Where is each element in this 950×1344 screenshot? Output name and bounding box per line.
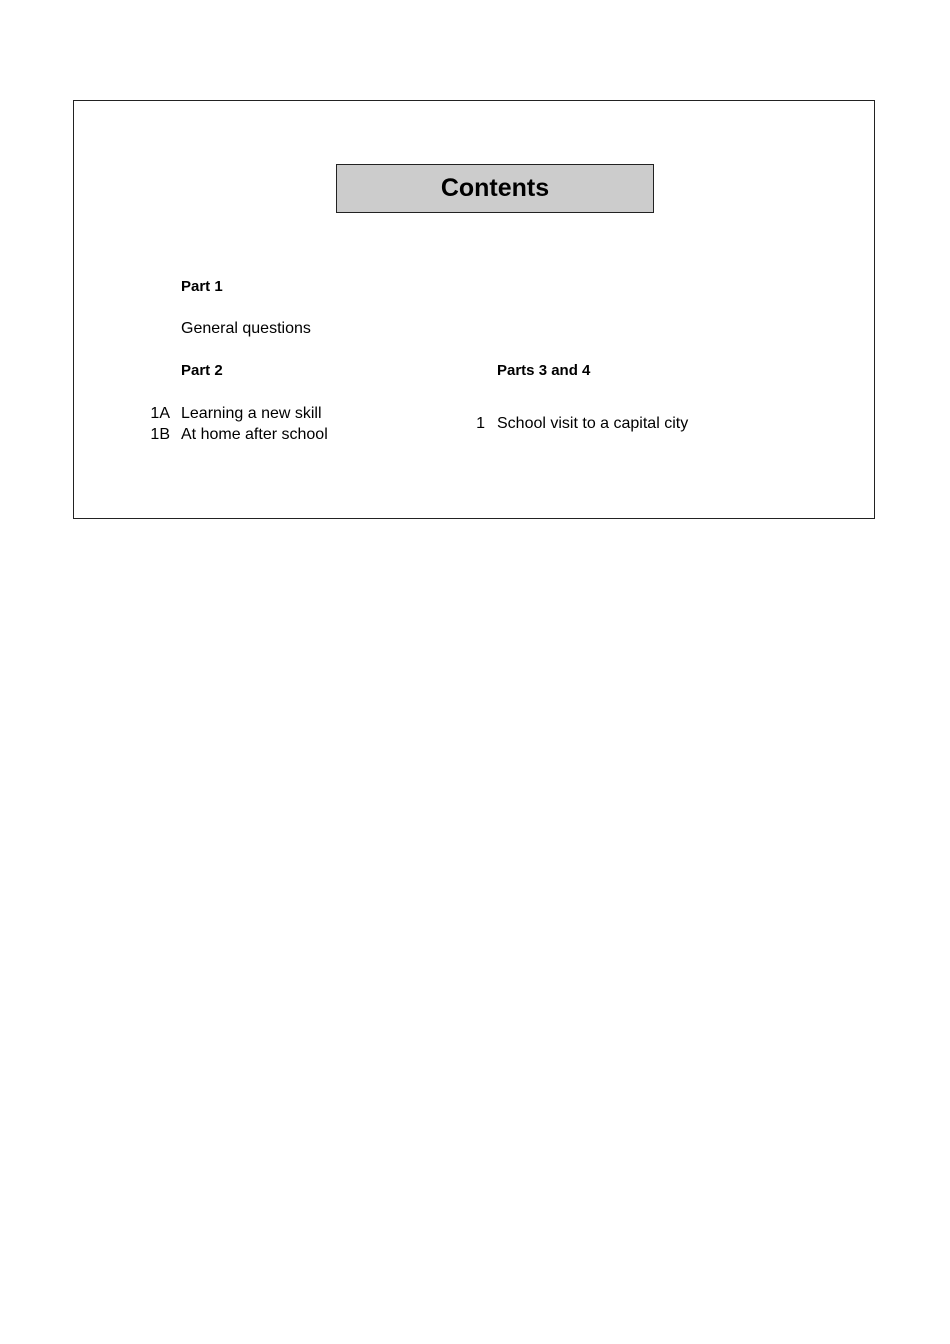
part2-item-number: 1B [150,426,170,443]
contents-title: Contents [440,174,550,202]
part2-heading: Part 2 [181,362,223,379]
part1-item-general-questions: General questions [181,320,311,337]
parts34-item-label: School visit to a capital city [497,415,689,432]
contents-title-box [336,164,654,213]
contents-frame [73,100,875,519]
parts34-heading: Parts 3 and 4 [497,362,591,379]
part2-item-label: Learning a new skill [181,405,322,422]
part2-item-label: At home after school [181,426,328,443]
part2-item-number: 1A [150,405,170,422]
part1-heading: Part 1 [181,278,223,295]
parts34-item-number: 1 [476,415,485,432]
